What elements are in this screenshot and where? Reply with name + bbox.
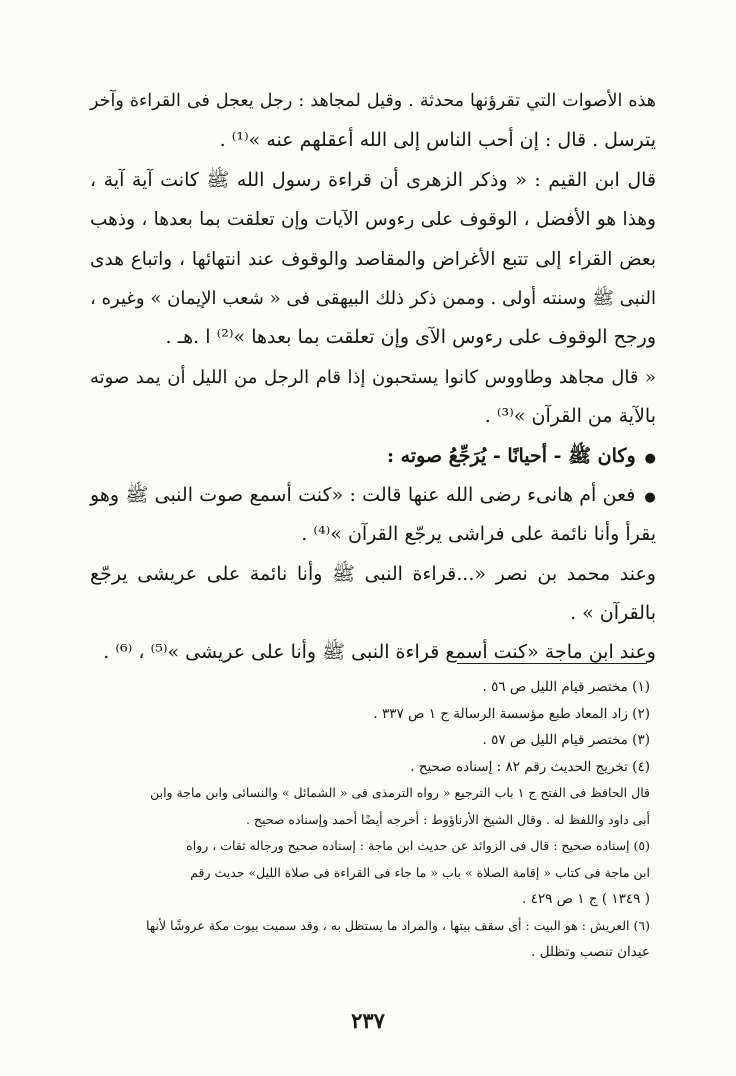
- footnote: (٥) إسناده صحيح : قال فى الزوائد عن حديث ابن ماجة : إسناده صحيح ورجاله ثقات ، رواه: [186, 838, 650, 853]
- text-line: بالآية من القرآن »⁽³⁾ .: [484, 405, 656, 428]
- text-line: النبى ﷺ وسنته أولى . وممن ذكر ذلك البيهقى فى « شعب الإيمان » وغيره ،: [90, 287, 656, 309]
- footnote-continuation: أبى داود واللفظ له . وقال الشيخ الأرناؤوط : أخرجه أيضًا أحمد وإسناده صحيح .: [245, 811, 650, 827]
- text-line: ورجح الوقوف على رءوس الآى وإن تعلقت بما بعدها »⁽²⁾ ا .هـ .: [165, 326, 656, 349]
- footnotes: [90, 674, 650, 966]
- text-line: هذه الأصوات التي تقرؤنها محدثة . وقيل لمجاهد : رجل يعجل فى القراءة وآخر: [90, 91, 656, 111]
- footnote-continuation: ( ١٣٤٩ ) ج ١ ص ٤٢٩ .: [522, 891, 650, 907]
- text-line: يترسل . قال : إن أحب الناس إلى الله أعقلهم عنه »⁽¹⁾ .: [219, 129, 656, 152]
- text-line: وهذا هو الأفضل ، الوقوف على رءوس الآيات وإن تعلقت بما بعدها ، وذهب: [90, 209, 656, 231]
- footnote: (٣) مختصر قيام الليل ص ٥٧ .: [482, 732, 650, 748]
- text-line: بعض القراء إلى تتبع الأغراض والمقاصد والوقوف عند انتهائها ، واتباع هدى: [90, 248, 656, 270]
- footnote-continuation: عيدان تنصب وتظلل .: [531, 944, 650, 960]
- bullet-heading: ● وكان ﷺ - أحيانًا - يُرَجِّعُ صوته :: [90, 437, 656, 476]
- text-line: « قال مجاهد وطاووس كانوا يستحبون إذا قام الرجل من الليل أن يمد صوته: [90, 366, 656, 388]
- text-line: يقرأ وأنا نائمة على فراشى يرجّع القرآن »⁽⁴⁾ .: [301, 523, 656, 546]
- footnote-divider: [457, 663, 647, 664]
- text-line: وعند محمد بن نصر «...قراءة النبى ﷺ وأنا نائمة على عريشى يرجّع: [90, 562, 656, 585]
- footnote: (٦) العريش : هو البيت : أى سقف بيتها ، والمراد ما يستظل به ، وقد سميت بيوت مكة عروشًا لأنها: [145, 917, 650, 933]
- footnote: (٤) تخريج الحديث رقم ٨٢ : إسناده صحيح .: [410, 758, 650, 775]
- footnote-continuation: قال الحافظ فى الفتح ج ١ باب الترجيع « رواه الترمذى فى « الشمائل » والنسائى وابن ماجة وابن: [150, 785, 650, 800]
- text-line: ● فعن أم هانىء رضى الله عنها قالت : «كنت أسمع صوت النبى ﷺ وهو: [90, 476, 656, 515]
- text-line: قال ابن القيم : « وذكر الزهرى أن قراءة رسول الله ﷺ كانت آية آية ،: [90, 168, 656, 191]
- text-line: وعند ابن ماجة «كنت أسمع قراءة النبى ﷺ وأنا على عريشى »⁽⁵⁾ ، ⁽⁶⁾ .: [103, 641, 656, 664]
- text-line: بالقرآن » .: [570, 602, 656, 625]
- page-number: ٢٣٧: [351, 1008, 385, 1033]
- footnote: (١) مختصر قيام الليل ص ٥٦ .: [482, 679, 650, 695]
- footnote-continuation: ابن ماجة فى كتاب « إقامة الصلاة » باب « ما جاء فى القراءة فى صلاة الليل» حديث رقم: [190, 864, 650, 880]
- main-text: [90, 82, 656, 673]
- footnote: (٢) زاد المعاد طبع مؤسسة الرسالة ج ١ ص ٣٣٧ .: [373, 705, 650, 722]
